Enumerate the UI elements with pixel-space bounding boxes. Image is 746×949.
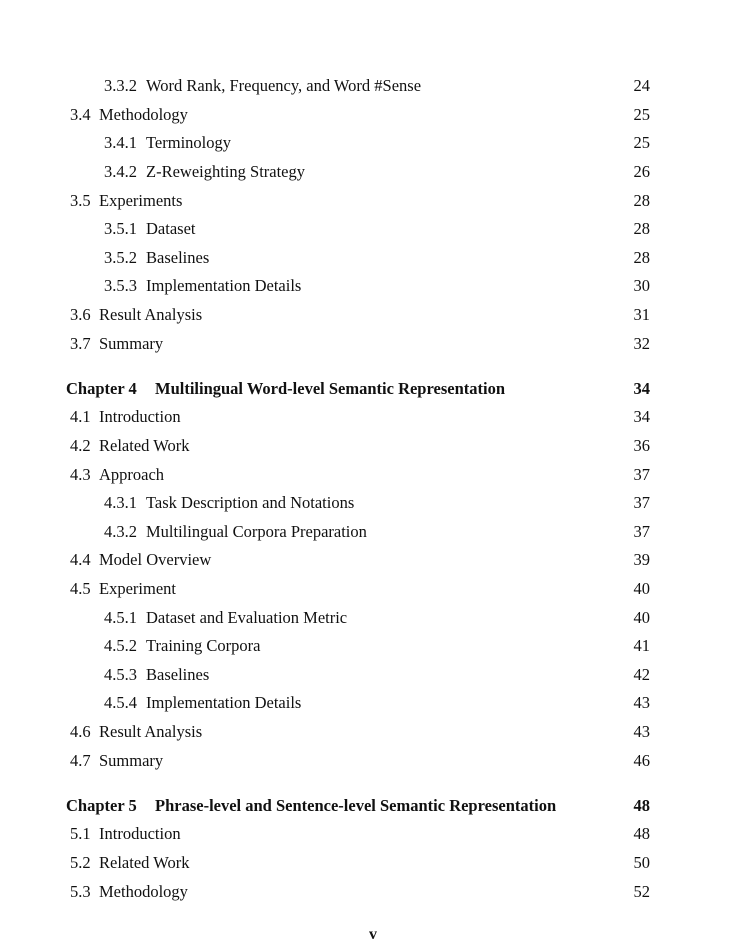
toc-entry-title: Task Description and Notations (146, 493, 355, 512)
toc-entry-title: Summary (99, 334, 164, 353)
toc-entry-4-4[interactable] (0, 548, 746, 572)
toc-entry-page: 30 (633, 276, 650, 295)
toc-entry-page: 25 (633, 133, 650, 152)
toc-entry-number: 5.2 (70, 853, 91, 872)
toc-entry-number: 3.5 (70, 191, 91, 210)
toc-entry-number: 3.4.2 (104, 162, 137, 181)
toc-entry-title: Z-Reweighting Strategy (146, 162, 306, 181)
toc-entry-page: 37 (633, 465, 650, 484)
toc-entry-page: 50 (633, 853, 650, 872)
toc-entry-title: Model Overview (99, 550, 212, 569)
toc-chapter-title: Multilingual Word-level Semantic Representation (155, 379, 506, 398)
toc-entry-4-3[interactable] (0, 463, 746, 487)
toc-entry-number: 4.3.1 (104, 493, 137, 512)
toc-entry-3-4[interactable] (0, 103, 746, 127)
toc-entry-page: 43 (633, 722, 650, 741)
toc-entry-4-5-1[interactable] (0, 606, 746, 630)
toc-entry-3-4-1[interactable] (0, 131, 746, 155)
toc-entry-page: 46 (633, 751, 650, 770)
toc-entry-page: 42 (633, 665, 650, 684)
toc-entry-5-2[interactable] (0, 851, 746, 875)
toc-entry-4-7[interactable] (0, 749, 746, 773)
toc-entry-title: Summary (99, 751, 164, 770)
toc-entry-title: Methodology (99, 105, 188, 124)
toc-entry-number: 3.4.1 (104, 133, 137, 152)
toc-chapter-4[interactable] (0, 377, 746, 401)
toc-entry-page: 41 (633, 636, 650, 655)
toc-entry-page: 31 (633, 305, 650, 324)
toc-entry-page: 48 (633, 824, 650, 843)
toc-entry-title: Terminology (146, 133, 231, 152)
toc-entry-page: 34 (633, 379, 650, 398)
toc-entry-4-3-1[interactable] (0, 491, 746, 515)
toc-entry-title: Introduction (99, 824, 181, 843)
toc-entry-title: Implementation Details (146, 276, 302, 295)
toc-entry-title: Approach (99, 465, 165, 484)
toc-entry-title: Word Rank, Frequency, and Word #Sense (146, 76, 422, 95)
toc-entry-number: 5.1 (70, 824, 91, 843)
toc-entry-number: 4.6 (70, 722, 91, 741)
toc-entry-3-5[interactable] (0, 189, 746, 213)
toc-entry-number: 3.5.3 (104, 276, 137, 295)
toc-entry-page: 37 (633, 493, 650, 512)
toc-entry-title: Dataset (146, 219, 196, 238)
toc-entry-5-1[interactable] (0, 822, 746, 846)
toc-entry-4-3-2[interactable] (0, 520, 746, 544)
toc-entry-title: Multilingual Corpora Preparation (146, 522, 367, 541)
toc-entry-number: 3.4 (70, 105, 91, 124)
toc-entry-title: Training Corpora (146, 636, 261, 655)
toc-entry-number: 4.5.1 (104, 608, 137, 627)
toc-entry-4-5-4[interactable] (0, 691, 746, 715)
toc-entry-page: 25 (633, 105, 650, 124)
toc-entry-title: Result Analysis (99, 722, 203, 741)
toc-entry-title: Methodology (99, 882, 188, 901)
toc-entry-number: 4.3.2 (104, 522, 137, 541)
toc-entry-3-5-2[interactable] (0, 246, 746, 270)
toc-entry-4-5[interactable] (0, 577, 746, 601)
toc-entry-5-3[interactable] (0, 880, 746, 904)
toc-entry-number: 4.2 (70, 436, 91, 455)
toc-entry-page: 48 (633, 796, 650, 815)
toc-entry-4-5-2[interactable] (0, 634, 746, 658)
toc-entry-number: 4.3 (70, 465, 91, 484)
toc-entry-page: 40 (633, 608, 650, 627)
toc-entry-page: 40 (633, 579, 650, 598)
toc-entry-title: Related Work (99, 436, 190, 455)
toc-chapter-title: Phrase-level and Sentence-level Semantic Representation (155, 796, 557, 815)
toc-entry-number: 4.7 (70, 751, 91, 770)
toc-entry-3-5-1[interactable] (0, 217, 746, 241)
toc-entry-number: 4.5.4 (104, 693, 137, 712)
toc-entry-number: 4.1 (70, 407, 91, 426)
toc-entry-number: 4.4 (70, 550, 91, 569)
toc-entry-number: 4.5.3 (104, 665, 137, 684)
toc-entry-title: Implementation Details (146, 693, 302, 712)
toc-entry-page: 26 (633, 162, 650, 181)
toc-chapter-label: Chapter 4 (66, 379, 137, 398)
toc-entry-4-2[interactable] (0, 434, 746, 458)
toc-entry-number: 3.5.1 (104, 219, 137, 238)
page-number-footer: v (369, 926, 377, 943)
toc-entry-page: 34 (633, 407, 650, 426)
toc-entry-number: 3.5.2 (104, 248, 137, 267)
toc-entry-page: 28 (633, 248, 650, 267)
toc-entry-number: 4.5 (70, 579, 91, 598)
toc-entry-3-6[interactable] (0, 303, 746, 327)
toc-entry-3-5-3[interactable] (0, 274, 746, 298)
toc-entry-page: 24 (633, 76, 650, 95)
toc-entry-4-1[interactable] (0, 405, 746, 429)
toc-entry-title: Dataset and Evaluation Metric (146, 608, 348, 627)
toc-entry-page: 28 (633, 191, 650, 210)
toc-entry-title: Baselines (146, 665, 210, 684)
toc-entry-title: Result Analysis (99, 305, 203, 324)
toc-entry-page: 52 (633, 882, 650, 901)
toc-entry-number: 3.7 (70, 334, 91, 353)
toc-entry-3-4-2[interactable] (0, 160, 746, 184)
toc-entry-page: 39 (633, 550, 650, 569)
toc-entry-page: 36 (633, 436, 650, 455)
toc-chapter-5[interactable] (0, 794, 746, 818)
toc-entry-title: Baselines (146, 248, 210, 267)
toc-entry-number: 3.3.2 (104, 76, 137, 95)
toc-entry-title: Experiment (99, 579, 176, 598)
toc-entry-3-3-2[interactable] (0, 74, 746, 98)
toc-entry-3-7[interactable] (0, 332, 746, 356)
toc-entry-title: Introduction (99, 407, 181, 426)
toc-entry-4-6[interactable] (0, 720, 746, 744)
toc-entry-page: 37 (633, 522, 650, 541)
toc-entry-page: 28 (633, 219, 650, 238)
toc-entry-number: 4.5.2 (104, 636, 137, 655)
toc-entry-number: 5.3 (70, 882, 91, 901)
toc-entry-number: 3.6 (70, 305, 91, 324)
toc-entry-page: 43 (633, 693, 650, 712)
toc-entry-page: 32 (633, 334, 650, 353)
toc-entry-title: Related Work (99, 853, 190, 872)
toc-entry-4-5-3[interactable] (0, 663, 746, 687)
toc-entry-title: Experiments (99, 191, 183, 210)
toc-chapter-label: Chapter 5 (66, 796, 137, 815)
